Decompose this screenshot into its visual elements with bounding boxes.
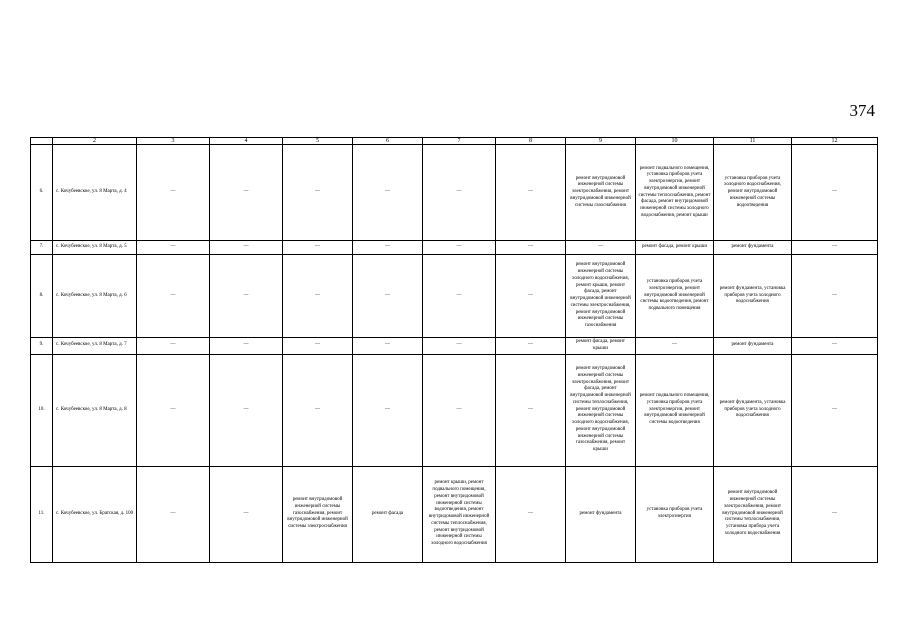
cell-col6: — xyxy=(353,255,423,338)
cell-col5: — xyxy=(283,354,353,466)
table-row xyxy=(31,241,878,255)
cell-col4: — xyxy=(210,338,283,355)
cell-col7: — xyxy=(423,145,496,241)
column-header: 11 xyxy=(714,138,792,145)
cell-col8: — xyxy=(496,255,566,338)
cell-col7: ремонт крыши, ремонт подвального помещения, ремонт внутридомовой инженерной системы водоотведения, ремонт внутридомовой инженерной системы теплоснабжения, ремонт внутридомовой инженерной системы холодного водоснабжения xyxy=(423,466,496,562)
column-header: 5 xyxy=(283,138,353,145)
cell-col11: ремонт фундамента, установка приборов учета холодного водоснабжения xyxy=(714,354,792,466)
cell-col4: — xyxy=(210,145,283,241)
cell-col9: ремонт внутридомовой инженерной системы электроснабжения, ремонт фасада, ремонт внутридомовой инженерной системы теплоснабжения, ремонт внутридомовой инженерной системы холодного водоснабжения, ремонт внутридомовой инженерной системы газоснабжения, ремонт крыши xyxy=(566,354,636,466)
row-address: с. Кочубеевское, ул. 8 Марта, д. 8 xyxy=(53,354,137,466)
cell-col10: ремонт фасада, ремонт крыши xyxy=(636,241,714,255)
cell-col8: — xyxy=(496,241,566,255)
column-header: 7 xyxy=(423,138,496,145)
row-number: 6. xyxy=(31,145,53,241)
cell-col3: — xyxy=(137,145,210,241)
row-number: 11. xyxy=(31,466,53,562)
column-header: 10 xyxy=(636,138,714,145)
cell-col6: — xyxy=(353,338,423,355)
table-row xyxy=(31,338,878,355)
cell-col10: ремонт подвального помещения, установка приборов учета электроэнергии, ремонт внутридомовой инженерной системы теплоснабжения, ремонт фасада, ремонт внутридомовой инженерной системы холодного водоснабжения, ремонт крыши xyxy=(636,145,714,241)
cell-col5: — xyxy=(283,145,353,241)
cell-col12: — xyxy=(792,338,878,355)
table-row xyxy=(31,255,878,338)
cell-col5: — xyxy=(283,241,353,255)
cell-col9: ремонт фундамента xyxy=(566,466,636,562)
cell-col5: — xyxy=(283,255,353,338)
column-header: 6 xyxy=(353,138,423,145)
cell-col6: — xyxy=(353,145,423,241)
cell-col6: — xyxy=(353,241,423,255)
cell-col7: — xyxy=(423,241,496,255)
table-row xyxy=(31,466,878,562)
cell-col4: — xyxy=(210,354,283,466)
cell-col10: установка приборов учета электроэнергии xyxy=(636,466,714,562)
cell-col3: — xyxy=(137,241,210,255)
cell-col12: — xyxy=(792,466,878,562)
cell-col6: — xyxy=(353,354,423,466)
cell-col6: ремонт фасада xyxy=(353,466,423,562)
cell-col9: — xyxy=(566,241,636,255)
cell-col8: — xyxy=(496,354,566,466)
cell-col7: — xyxy=(423,354,496,466)
cell-col4: — xyxy=(210,255,283,338)
cell-col7: — xyxy=(423,338,496,355)
column-header xyxy=(31,138,53,145)
row-number: 10. xyxy=(31,354,53,466)
page-number: 374 xyxy=(849,101,875,120)
cell-col3: — xyxy=(137,466,210,562)
row-address: с. Кочубеевское, ул. Братская, д. 100 xyxy=(53,466,137,562)
row-number: 8. xyxy=(31,255,53,338)
column-header: 4 xyxy=(210,138,283,145)
cell-col3: — xyxy=(137,338,210,355)
cell-col8: — xyxy=(496,145,566,241)
table-row xyxy=(31,145,878,241)
row-address: с. Кочубеевское, ул. 8 Марта, д. 7 xyxy=(53,338,137,355)
cell-col12: — xyxy=(792,354,878,466)
cell-col11: ремонт фундамента, установка приборов учета холодного водоснабжения xyxy=(714,255,792,338)
cell-col11: ремонт внутридомовой инженерной системы электроснабжения, ремонт внутридомовой инженерной системы теплоснабжения, установка прибора учета холодного водоснабжения xyxy=(714,466,792,562)
repair-schedule-table xyxy=(30,137,878,563)
cell-col3: — xyxy=(137,354,210,466)
cell-col12: — xyxy=(792,145,878,241)
cell-col10: ремонт подвального помещения, установка приборов учета электроэнергии, ремонт внутридомовой инженерной системы водоотведения xyxy=(636,354,714,466)
cell-col8: — xyxy=(496,338,566,355)
cell-col5: — xyxy=(283,338,353,355)
cell-col11: ремонт фундамента xyxy=(714,338,792,355)
cell-col11: ремонт фундамента xyxy=(714,241,792,255)
cell-col5: ремонт внутридомовой инженерной системы газоснабжения, ремонт внутридомовой инженерной системы электроснабжения xyxy=(283,466,353,562)
cell-col12: — xyxy=(792,241,878,255)
cell-col4: — xyxy=(210,241,283,255)
cell-col8: — xyxy=(496,466,566,562)
cell-col10: — xyxy=(636,338,714,355)
table-row xyxy=(31,354,878,466)
row-address: с. Кочубеевское, ул. 8 Марта, д. 5 xyxy=(53,241,137,255)
row-number: 9. xyxy=(31,338,53,355)
cell-col12: — xyxy=(792,255,878,338)
column-header: 8 xyxy=(496,138,566,145)
column-header: 12 xyxy=(792,138,878,145)
cell-col3: — xyxy=(137,255,210,338)
cell-col9: ремонт внутридомовой инженерной системы электроснабжения, ремонт внутридомовой инженерной системы газоснабжения xyxy=(566,145,636,241)
cell-col9: ремонт внутридомовой инженерной системы холодного водоснабжения, ремонт крыши, ремонт фасада, ремонт внутридомовой инженерной системы электроснабжения, ремонт внутридомовой инженерной системы газоснабжения xyxy=(566,255,636,338)
row-number: 7. xyxy=(31,241,53,255)
column-header: 3 xyxy=(137,138,210,145)
column-header: 9 xyxy=(566,138,636,145)
row-address: с. Кочубеевское, ул. 8 Марта, д. 6 xyxy=(53,255,137,338)
cell-col7: — xyxy=(423,255,496,338)
cell-col9: ремонт фасада, ремонт крыши xyxy=(566,338,636,355)
cell-col4: — xyxy=(210,466,283,562)
column-header-row xyxy=(31,138,878,145)
cell-col11: установка приборов учета холодного водоснабжения, ремонт внутридомовой инженерной системы водоотведения xyxy=(714,145,792,241)
column-header: 2 xyxy=(53,138,137,145)
cell-col10: установка приборов учета электроэнергии, ремонт внутридомовой инженерной системы водоотведения, ремонт подвального помещения xyxy=(636,255,714,338)
row-address: с. Кочубеевское, ул. 8 Марта, д. 4 xyxy=(53,145,137,241)
